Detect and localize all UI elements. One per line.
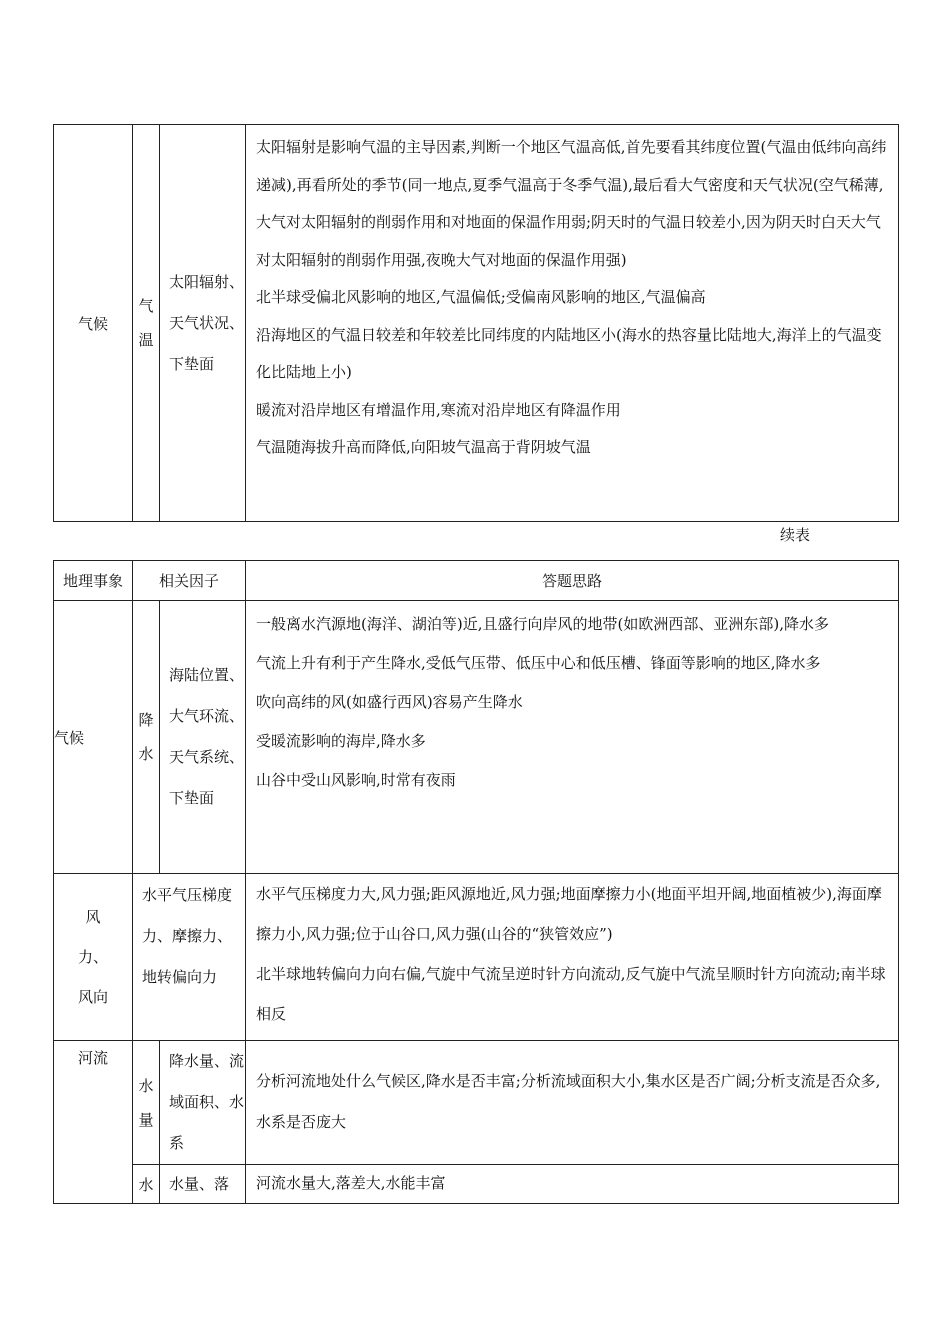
factors-cell: 降水量、流域面积、水系 — [160, 1041, 246, 1165]
category-cell: 气候 — [54, 601, 133, 874]
answer-line: 北半球受偏北风影响的地区,气温偏低;受偏南风影响的地区,气温偏高 — [256, 288, 706, 306]
answer-cell — [246, 1041, 899, 1165]
answer-line: 水平气压梯度力大,风力强;距风源地近,风力强;地面摩擦力小(地面平坦开阔,地面植被少),海面摩擦力小,风力强;位于山谷口,风力强(山谷的“狭管效应”) — [256, 885, 882, 943]
climate-temperature-table — [53, 124, 899, 522]
continued-table — [53, 560, 899, 1204]
subfactor-text: 降水 — [138, 711, 154, 763]
answer-line: 吹向高纬的风(如盛行西风)容易产生降水 — [256, 693, 523, 711]
category-text: 风力、风向 — [77, 908, 108, 1006]
answer-line: 北半球地转偏向力向右偏,气旋中气流呈逆时针方向流动,反气旋中气流呈顺时针方向流动;南半球相反 — [256, 965, 886, 1023]
answer-cell — [246, 601, 899, 874]
category-cell — [54, 874, 133, 1041]
header-answer: 答题思路 — [246, 561, 899, 601]
header-factors: 相关因子 — [133, 561, 246, 601]
continued-label: 续表 — [780, 526, 811, 544]
answer-cell: 河流水量大,落差大,水能丰富 — [246, 1165, 899, 1204]
factors-cell: 海陆位置、大气环流、天气系统、下垫面 — [160, 601, 246, 874]
answer-line: 一般离水汽源地(海洋、湖泊等)近,且盛行向岸风的地带(如欧洲西部、亚洲东部),降水多 — [256, 615, 829, 633]
subfactor-cell — [133, 601, 160, 874]
category-cell: 河流 — [54, 1041, 133, 1204]
answer-cell — [246, 874, 899, 1041]
answer-line: 山谷中受山风影响,时常有夜雨 — [256, 771, 456, 789]
factors-cell: 水平气压梯度力、摩擦力、地转偏向力 — [133, 874, 246, 1041]
subfactor-text: 水量 — [138, 1076, 154, 1129]
answer-line: 太阳辐射是影响气温的主导因素,判断一个地区气温高低,首先要看其纬度位置(气温由低纬向高纬递减),再看所处的季节(同一地点,夏季气温高于冬季气温),最后看大气密度和天气状况(空气稀薄,大气对太阳辐射的削弱作用和对地面的保温作用弱;阴天时的气温日较差小,因为阴天时白天大气对太阳辐射的削弱作用强,夜晚大气对地面的保温作用强) — [256, 138, 887, 269]
answer-line: 气温随海拔升高而降低,向阳坡气温高于背阴坡气温 — [256, 438, 591, 456]
subfactor-cell — [133, 1041, 160, 1165]
answer-line: 气流上升有利于产生降水,受低气压带、低压中心和低压槽、锋面等影响的地区,降水多 — [256, 654, 821, 672]
factors-cell: 水量、落 — [160, 1165, 246, 1204]
header-event: 地理事象 — [54, 561, 133, 601]
subfactor-cell — [133, 125, 160, 522]
subfactor-text: 气温 — [138, 297, 154, 349]
answer-line: 沿海地区的气温日较差和年较差比同纬度的内陆地区小(海水的热容量比陆地大,海洋上的气温变化比陆地上小) — [256, 325, 882, 381]
answer-cell — [246, 125, 899, 522]
subfactor-cell: 水 — [133, 1165, 160, 1204]
factors-cell: 太阳辐射、天气状况、下垫面 — [160, 125, 246, 522]
category-cell: 气候 — [54, 125, 133, 522]
answer-line: 受暖流影响的海岸,降水多 — [256, 732, 426, 750]
answer-line: 分析河流地处什么气候区,降水是否丰富;分析流域面积大小,集水区是否广阔;分析支流是否众多,水系是否庞大 — [256, 1071, 881, 1131]
answer-line: 暖流对沿岸地区有增温作用,寒流对沿岸地区有降温作用 — [256, 400, 621, 419]
